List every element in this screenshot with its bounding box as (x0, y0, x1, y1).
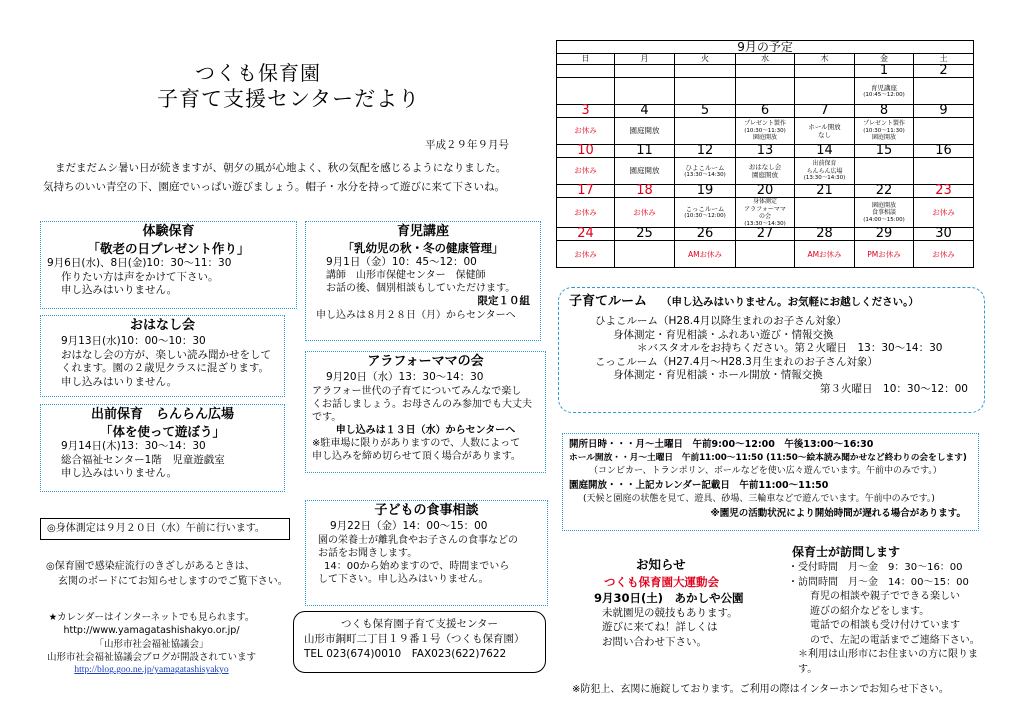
calendar-event (736, 78, 795, 105)
web-label: 「山形市社会福祉協議会」 (94, 638, 209, 650)
calendar-date: 23 (914, 185, 974, 198)
calendar-event-line: (10:30～11:30) (863, 127, 905, 134)
room-header (569, 294, 974, 311)
arafo-title: アラフォーママの会 (367, 354, 484, 369)
visit-note: ＊利用は山形市にお住まいの方に限ります。 (798, 649, 978, 675)
calendar-event (914, 198, 974, 228)
room-kokko-time: 第３火曜日 10：30～12：00 (820, 383, 968, 396)
ohanashi-line-1: おはなし会の方が、楽しい読み聞かせをして (61, 348, 271, 361)
infection-line-1: 玄関のボードにてお知らせしますのでご覧下さい。 (58, 575, 288, 587)
arafo-apply: 申し込みは１３日（水）からセンターへ (335, 424, 516, 436)
calendar-day-header: 火 (675, 54, 736, 65)
arafo-line-2: くお話しましょう。お母さんのみ参加でも大丈夫 (312, 398, 532, 410)
calendar-date (736, 65, 795, 78)
notice (588, 556, 768, 650)
notice-title: お知らせ (636, 557, 686, 572)
demae-line-0: 9月14日(木)13：30～14：30 (61, 440, 206, 453)
calendar-event-line: おはなし会 (748, 162, 782, 171)
demae-subtitle: 「体を使って遊ぼう」 (99, 423, 225, 439)
calendar-event-line: らんらん広場 (806, 167, 843, 175)
calendar-event (675, 241, 736, 268)
visit-l1: ・受付時間 月～金 9：30～16：00 (788, 562, 963, 574)
visit-title: 保育士が訪問します (792, 545, 901, 559)
ikuji-line-1: 講師 山形市保健センター 保健師 (326, 270, 486, 282)
calendar-event-line: お休み (574, 208, 597, 217)
calendar-date: 27 (736, 228, 795, 241)
shokuji-line-2: お話をお聞きします。 (318, 547, 418, 559)
calendar-event (615, 78, 675, 105)
calendar-event (914, 78, 974, 105)
issue-date: 平成２９年９月号 (425, 139, 509, 151)
taiken-subtitle: 「敬老の日プレゼント作り」 (87, 240, 250, 256)
room-title-note: （申し込みはいりません。お気軽にお越しください。） (661, 296, 919, 308)
calendar-date: 6 (736, 105, 795, 118)
calendar-date: 7 (795, 105, 855, 118)
calendar-event-line: 身体測定 (752, 198, 777, 205)
calendar-event-line: プレゼント製作 (744, 120, 786, 128)
calendar-day-header: 日 (557, 54, 615, 65)
calendar-event-line: こっこルーム (685, 205, 725, 214)
calendar-event (675, 198, 736, 228)
calendar-date: 9 (914, 105, 974, 118)
visit-line-3: ので、左記の電話までご連絡下さい。 (810, 634, 980, 646)
hours-l5: (天候と園庭の状態を見て、遊具、砂場、三輪車などで遊んでいます。午前中のみです。) (583, 494, 935, 505)
taiken-line-1: 作りたい方は声をかけて下さい。 (61, 270, 219, 283)
ikuji-box (305, 221, 541, 341)
calendar-date (795, 65, 855, 78)
taiken-line-0: 9月6日(水)、8日(金)10：30～11：30 (47, 257, 232, 270)
room-hiyoko-items: 身体測定・育児相談・ふれあい遊び・情報交換 (613, 328, 834, 341)
notice-line-1: 遊びに来てね！詳しくは (602, 621, 718, 634)
calendar-event (557, 78, 615, 105)
calendar-date: 29 (855, 228, 914, 241)
calendar-event (736, 198, 795, 228)
calendar-date: 22 (855, 185, 914, 198)
ohanashi-line-3: 申し込みはいりません。 (61, 375, 178, 388)
calendar-date: 13 (736, 145, 795, 158)
calendar-event (855, 241, 914, 268)
ikuji-apply: 申し込みは８月２８日（月）からセンターへ (316, 310, 516, 322)
calendar-event (855, 158, 914, 185)
calendar-date: 24 (557, 228, 615, 241)
calendar-date: 16 (914, 145, 974, 158)
web-link[interactable]: http://www.yamagatashishakyo.or.jp/ (63, 625, 240, 637)
shokuji-line-1: 園の栄養士が離乳食やお子さんの食事などの (318, 534, 518, 546)
arafo-box (305, 351, 546, 473)
calendar-event (557, 241, 615, 268)
calendar-date: 15 (855, 145, 914, 158)
calendar-event-line: 園庭開放 (629, 166, 660, 176)
calendar-event (795, 158, 855, 185)
calendar-date (675, 65, 736, 78)
calendar-day-header: 木 (795, 54, 855, 65)
demae-box (40, 404, 285, 492)
shokuji-line-4: して下さい。申し込みはいりません。 (318, 573, 489, 585)
calendar-date: 11 (615, 145, 675, 158)
notice-date: 9月30日(土) あかしや公園 (594, 590, 744, 605)
shokuji-line-0: 9月22日（金）14：00～15：00 (330, 519, 488, 532)
calendar-event (675, 158, 736, 185)
calendar-event-line: プレゼント製作 (863, 120, 905, 128)
calendar-event-line: (13:30～14:30) (744, 220, 786, 227)
calendar-event-line: お休み (932, 249, 955, 259)
calendar-date: 28 (795, 228, 855, 241)
infection-notice (46, 560, 288, 589)
calendar-event (795, 118, 855, 145)
calendar-event-line: 園庭開放 (871, 201, 896, 209)
org-name: つくも保育園 (195, 61, 321, 85)
intro-line-1: まだまだムシ暑い日が続きますが、朝夕の風が心地よく、秋の気配を感じるようになりました。 (55, 162, 507, 174)
calendar-date: 19 (675, 185, 736, 198)
calendar-day-header: 月 (615, 54, 675, 65)
visit (788, 544, 988, 677)
calendar-event (615, 198, 675, 228)
calendar-event-line: 園庭開放 (752, 134, 777, 142)
footer-note: ※防犯上、玄関に施錠しております。ご利用の際はインターホンでお知らせ下さい。 (572, 684, 949, 695)
ohanashi-title: おはなし会 (129, 318, 195, 333)
calendar-date (615, 65, 675, 78)
calendar-event (736, 241, 795, 268)
calendar-date: 12 (675, 145, 736, 158)
calendar-event-line: (13:30～14:30) (684, 171, 726, 178)
calendar-event (675, 118, 736, 145)
web-info (24, 611, 279, 677)
arafo-line-1: アラフォー世代の子育てについてみんなで楽し (312, 385, 522, 397)
hours-l2: ホール開放・・月～土曜日 午前11:00～11:50 (11:50～絵本読み聞かせなど終わりの会をします) (569, 453, 967, 464)
address-box (293, 611, 546, 673)
calendar-day-header: 土 (914, 54, 974, 65)
calendar-event (557, 198, 615, 228)
calendar-event-line: ホール開放 (808, 122, 841, 131)
demae-title: 出前保育 らんらん広場 (90, 407, 234, 422)
visit-line-0: 育児の相談や親子でできる楽しい (810, 591, 960, 603)
calendar-date: 2 (914, 65, 974, 78)
calendar-event (615, 241, 675, 268)
calendar-event (557, 118, 615, 145)
ohanashi-line-0: 9月13日(水)10：00～10：30 (61, 334, 206, 347)
calendar-event-line: AMお休み (687, 249, 723, 259)
calendar-event-line: PMお休み (867, 249, 901, 259)
room-kokko: こっこルーム（H27.4月～H28.3月生まれのお子さん対象） (595, 355, 878, 368)
infection-line-0: ◎保育園で感染症流行のきざしがあるときは、 (46, 561, 255, 572)
calendar-event (855, 198, 914, 228)
address-name: つくも保育園子育て支援センター (340, 618, 499, 630)
room-hiyoko-note: ＊バスタオルをお持ちください。第２火曜日 13：30～14：30 (637, 342, 943, 355)
calendar-date: 21 (795, 185, 855, 198)
notice-event: つくも保育園大運動会 (604, 574, 719, 589)
calendar-date: 3 (557, 105, 615, 118)
ikuji-limit: 限定１０組 (477, 295, 530, 308)
arafo-note-1: 申し込みを締め切らせて頂く場合があります。 (312, 450, 521, 462)
calendar-event (914, 118, 974, 145)
ikuji-line-2: お話の後、個別相談もしていただけます。 (326, 283, 516, 295)
page-title: 子育て支援センターだより (157, 87, 421, 111)
arafo-line-3: です。 (312, 411, 342, 423)
demae-line-2: 申し込みはいりません。 (61, 467, 178, 480)
calendar-event (914, 241, 974, 268)
calendar-date: 30 (914, 228, 974, 241)
calendar-event (855, 78, 914, 105)
visit-line-1: 遊びの紹介などをします。 (810, 605, 930, 617)
ikuji-title: 育児講座 (396, 224, 449, 239)
room-hiyoko: ひよこルーム（H28.4月以降生まれのお子さん対象） (595, 314, 847, 327)
calendar-date: 14 (795, 145, 855, 158)
calendar-date: 1 (855, 65, 914, 78)
ohanashi-line-2: くれます。園の２歳児クラスに混ざります。 (61, 362, 270, 375)
calendar-date: 20 (736, 185, 795, 198)
calendar-event (615, 118, 675, 145)
calendar-event-line: (13:30～14:30) (803, 175, 846, 182)
calendar-event-line: の会 (758, 213, 771, 220)
calendar-event-line: なし (818, 131, 831, 139)
ikuji-subtitle: 「乳幼児の秋・冬の健康管理」 (342, 240, 504, 255)
visit-l2: ・訪問時間 月～金 14：00～15：00 (788, 576, 969, 588)
calendar-event-line: 園庭開放 (752, 171, 778, 179)
hours-l1: 開所日時・・・月～土曜日 午前9:00～12:00 午後13:00～16:30 (569, 439, 874, 450)
calendar-event-line: 園庭開放 (871, 134, 896, 142)
ohanashi-box (40, 315, 285, 397)
calendar-event (736, 158, 795, 185)
ikuji-line-0: 9月1日（金）10：45～12：00 (326, 255, 477, 268)
calendar-event-line: アラフォーママ (744, 205, 786, 213)
hours-box (562, 433, 979, 531)
calendar-event (855, 118, 914, 145)
calendar-date: 17 (557, 185, 615, 198)
calendar-event (615, 158, 675, 185)
calendar-event-line: お休み (574, 249, 597, 259)
hours-l3: （コンビカー、トランポリン、ボールなどを使い広々遊んでいます。午前中のみです。） (589, 466, 942, 477)
calendar-event-line: 出前保育 (812, 160, 837, 168)
calendar-event (795, 241, 855, 268)
calendar-date: 25 (615, 228, 675, 241)
calendar-event-line: 園庭開放 (629, 126, 660, 136)
calendar-event-line: お休み (574, 126, 597, 136)
blog-note: 山形市社会福祉協議会ブログが開設されています (46, 651, 256, 663)
calendar-event-line: (10:30～12:00) (684, 213, 726, 220)
address-line: 山形市銅町二丁目１９番１号（つくも保育園） (304, 633, 525, 646)
shintai-notice: ◎身体測定は９月２０日（水）午前に行います。 (40, 518, 290, 540)
calendar-event-line: お休み (633, 208, 656, 217)
arafo-note-0: ※駐車場に限りがありますので、人数によって (312, 437, 521, 449)
room-kokko-items: 身体測定・育児相談・ホール開放・情報交換 (613, 369, 823, 382)
shokuji-title: 子どもの食事相談 (374, 503, 479, 518)
calendar-event-line: 育児講座 (871, 83, 897, 92)
hours-l4: 園庭開放・・・上記カレンダー記載日 午前11:00～11:50 (569, 479, 829, 491)
calendar-event-line: お休み (932, 208, 955, 217)
calendar-event-line: (10:30～11:30) (744, 127, 786, 134)
shokuji-box (305, 500, 548, 606)
calendar-event-line: 食事相談 (871, 209, 896, 217)
calendar-event-line: お休み (574, 166, 597, 176)
calendar-event-line: (10:45～12:00) (863, 91, 905, 98)
calendar-date: 10 (557, 145, 615, 158)
address-phone: TEL 023(674)0010 FAX023(622)7622 (304, 648, 507, 661)
calendar-day-header: 金 (855, 54, 914, 65)
calendar-event (795, 198, 855, 228)
calendar-title: 9月の予定 (557, 41, 974, 54)
blog-link[interactable]: http://blog.goo.ne.jp/yamagatashisyakyo (74, 665, 229, 676)
taiken-line-2: 申し込みはいりません。 (61, 284, 178, 297)
calendar-event (736, 118, 795, 145)
calendar-event-line: (14:00～15:00) (863, 216, 905, 223)
room-box (558, 287, 985, 413)
schedule-calendar (556, 40, 974, 268)
notice-line-0: 未就園児の競技もあります。 (602, 606, 738, 619)
room-title: 子育てルーム (569, 294, 648, 309)
taiken-box (40, 221, 297, 309)
hours-l6: ※園児の活動状況により開始時間が遅れる場合があります。 (710, 507, 966, 519)
calendar-event (557, 158, 615, 185)
calendar-date (557, 65, 615, 78)
calendar-event-line: ひよこルーム (685, 163, 725, 172)
demae-line-1: 総合福祉センター1階 児童遊戯室 (61, 453, 225, 466)
notice-line-2: お問い合わせ下さい。 (602, 636, 707, 649)
shokuji-line-3: 14：00から始めますので、時間までいら (324, 560, 510, 572)
visit-line-2: 電話での相談も受け付けています (810, 620, 960, 632)
arafo-line-0: 9月20日（水）13：30～14：30 (326, 370, 484, 383)
calendar-date: 5 (675, 105, 736, 118)
calendar-day-header: 水 (736, 54, 795, 65)
calendar-date: 26 (675, 228, 736, 241)
taiken-title: 体験保育 (142, 224, 195, 239)
calendar-event-line: AMお休み (807, 249, 842, 259)
calendar-event (795, 78, 855, 105)
web-note: ★カレンダーはインターネットでも見られます。 (48, 612, 255, 623)
calendar-event (675, 78, 736, 105)
calendar-date: 8 (855, 105, 914, 118)
calendar-date: 4 (615, 105, 675, 118)
calendar-date: 18 (615, 185, 675, 198)
calendar-event (914, 158, 974, 185)
intro-line-2: 気持ちのいい青空の下、園庭でいっぱい遊びましょう。帽子・水分を持って遊びに来て下さいね。 (43, 181, 505, 193)
